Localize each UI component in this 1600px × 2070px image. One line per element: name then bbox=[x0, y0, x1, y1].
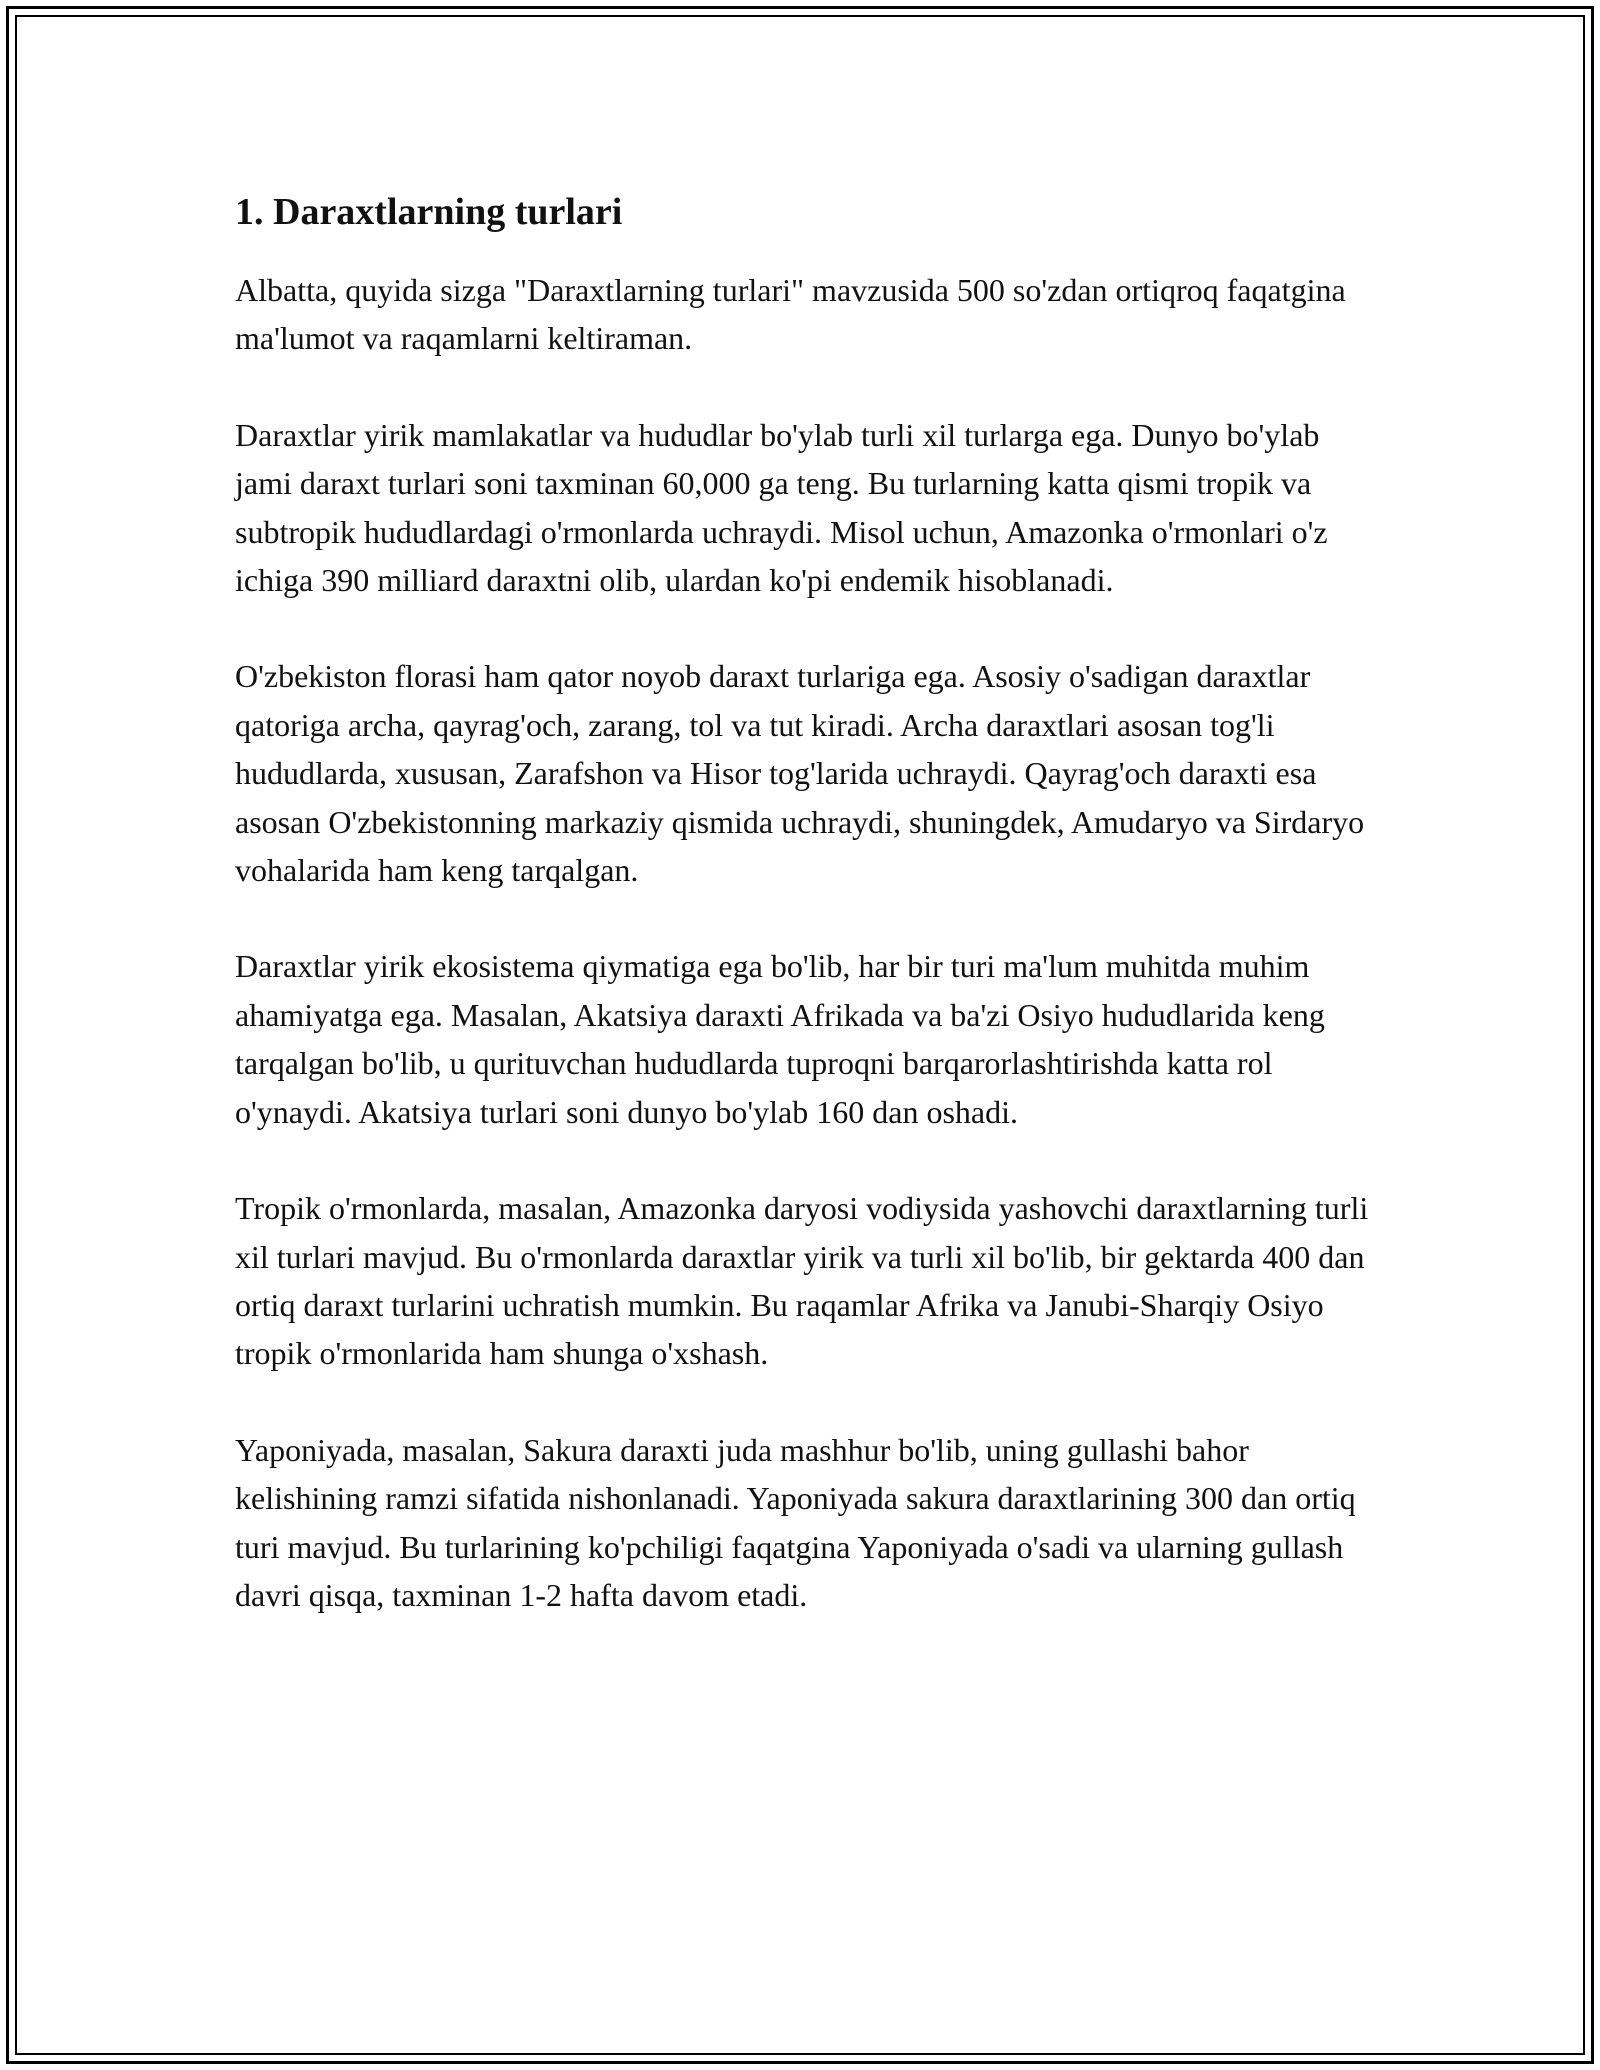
paragraph-intro: Albatta, quyida sizga "Daraxtlarning turlari" mavzusida 500 so'zdan ortiqroq faqatgina ma'lumot va raqamlarni keltiraman. bbox=[235, 272, 1346, 357]
paragraph-ecosystem-acacia: Daraxtlar yirik ekosistema qiymatiga ega bo'lib, har bir turi ma'lum muhitda muhim ahamiyatga ega. Masalan, Akatsiya daraxti Afrikada va ba'zi Osiyo hududlarida keng tarqalgan bo'lib, u qurituvchan hududlarda tuproqni barqarorlashtirishda katta rol o'ynaydi. Akatsiya turlari soni dunyo bo'ylab 160 dan oshadi. bbox=[235, 948, 1325, 1130]
paragraph-uzbekistan-flora: O'zbekiston florasi ham qator noyob daraxt turlariga ega. Asosiy o'sadigan daraxtlar qatoriga archa, qayrag'och, zarang, tol va tut kiradi. Archa daraxtlari asosan tog'li hududlarda, xususan, Zarafshon va Hisor tog'larida uchraydi. Qayrag'och daraxti esa asosan O'zbekistonning markaziy qismida uchraydi, shuningdek, Amudaryo va Sirdaryo vohalarida ham keng tarqalgan. bbox=[235, 658, 1365, 889]
document-body bbox=[235, 186, 1375, 1667]
paragraph-world-species: Daraxtlar yirik mamlakatlar va hududlar bo'ylab turli xil turlarga ega. Dunyo bo'ylab jami daraxt turlari soni taxminan 60,000 ga teng. Bu turlarning katta qismi tropik va subtropik hududlardagi o'rmonlarda uchraydi. Misol uchun, Amazonka o'rmonlari o'z ichiga 390 milliard daraxtni olib, ulardan ko'pi endemik hisoblanadi. bbox=[235, 416, 1328, 599]
paragraph-japan-sakura: Yaponiyada, masalan, Sakura daraxti juda mashhur bo'lib, uning gullashi bahor kelishining ramzi sifatida nishonlanadi. Yaponiyada sakura daraxtlarining 300 dan ortiq turi mavjud. Bu turlarining ko'pchiligi faqatgina Yaponiyada o'sadi va ularning gullash davri qisqa, taxminan 1-2 hafta davom etadi. bbox=[235, 1431, 1356, 1613]
section-heading: 1. Daraxtlarning turlari bbox=[235, 191, 623, 233]
paragraph-tropical-forests: Tropik o'rmonlarda, masalan, Amazonka daryosi vodiysida yashovchi daraxtlarning turli xil turlari mavjud. Bu o'rmonlarda daraxtlar yirik va turli xil bo'lib, bir gektarda 400 dan ortiq daraxt turlarini uchratish mumkin. Bu raqamlar Afrika va Janubi-Sharqiy Osiyo tropik o'rmonlarida ham shunga o'xshash. bbox=[235, 1190, 1369, 1372]
